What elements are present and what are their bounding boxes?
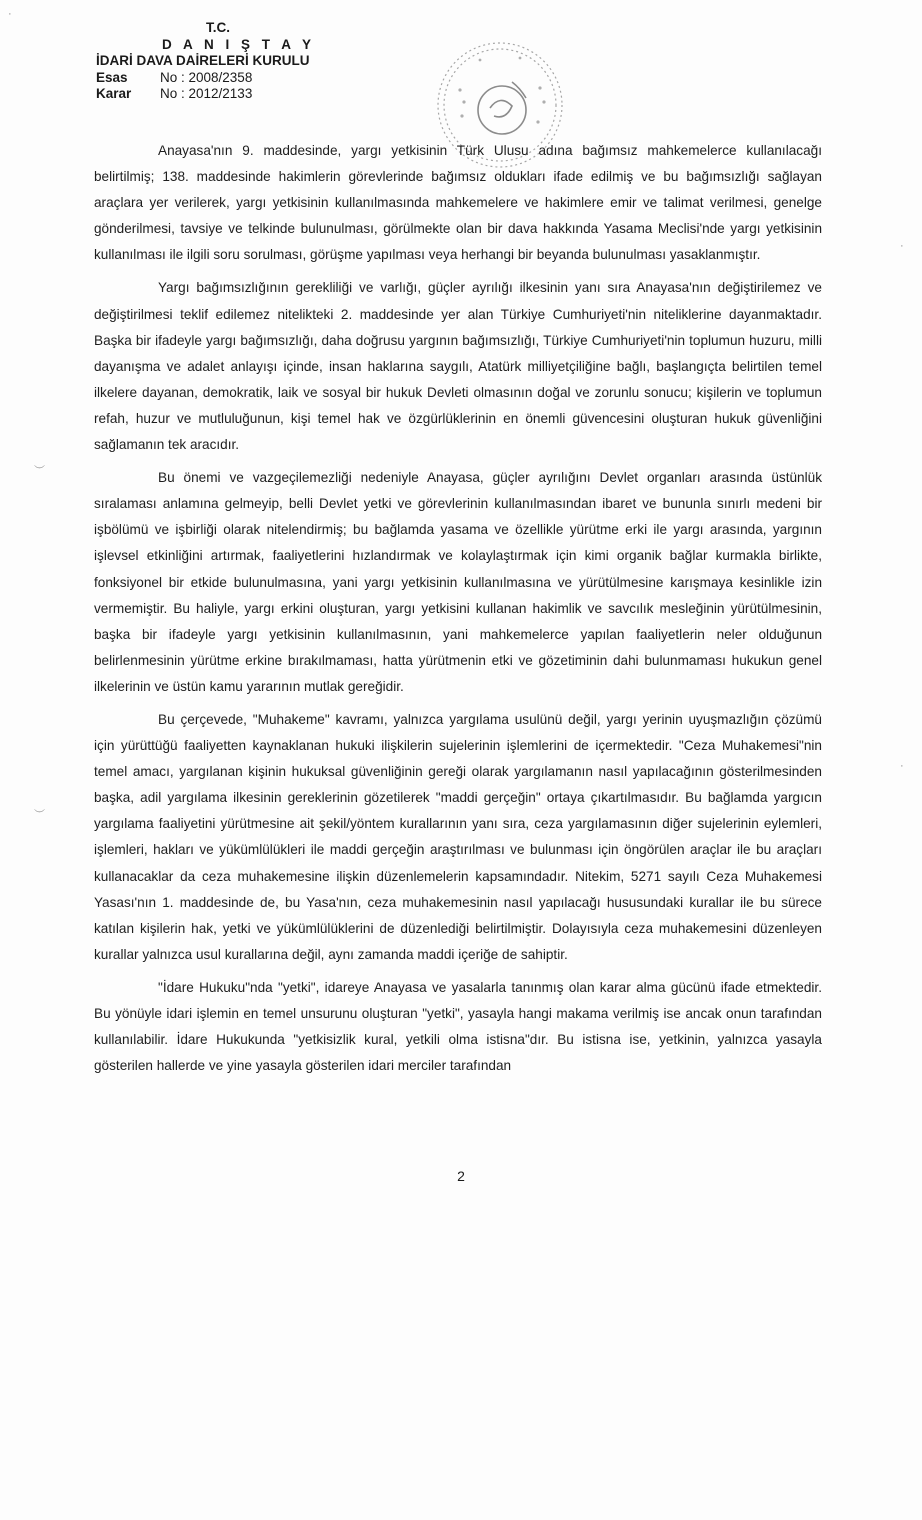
scan-artifact-mark: · [8,8,12,20]
country-heading: T.C. [206,20,231,35]
scan-artifact-mark: ︶ [34,809,45,821]
document-body [94,138,822,1086]
paragraph-4: Bu çerçevede, "Muhakeme" kavramı, yalnızca yargılama usulünü değil, yargı yerinin uyuşmazlığın çözümü için yürüttüğü faaliyetten kaynaklanan hukuki ilişkilerin sujelerinin işlemlerini de içermektedir. "Ceza Muhakemesi"nin temel amacı, yargılanan kişinin hukuksal güvenliğinin gereği olarak yargılamanın nasıl yapılacağının gösterilmesinden başka, adil yargılama ilkesinin gereklerinin gözetilerek "maddi gerçeğin" ortaya çıkartılmasıdır. Bu bağlamda yargıcın yargılama faaliyetini yürütmesine ait şekil/yöntem kurallarının yanı sıra, ceza yargılamasının diğer sujelerinin eylemleri, işlemleri, hakları ve yükümlülükleri ile maddi gerçeğin araştırılması ve bulunması için öngörülen araçlar ile bu araçları kullanacaklar da ceza muhakemesine ilişkin düzenlemelerin kapsamındadır. Nitekim, 5271 sayılı Ceza Muhakemesi Yasası'nın 1. maddesinde de, bu Yasa'nın, ceza muhakemesinin nasıl yapılacağı hususundaki kurallar ile bu sürece katılan kişilerin hak, yetki ve yükümlülüklerini de düzenlediği belirtilmiştir. Dolayısıyla ceza muhakemesini düzenleyen kurallar yalnızca usul kurallarına değil, aynı zamanda maddi içeriğe de sahiptir. [94,711,822,962]
paragraph-5: "İdare Hukuku"nda "yetki", idareye Anayasa ve yasalarla tanınmış olan karar alma gücünü ifade etmektedir. Bu yönüyle idari işlemin en temel unsurunu oluşturan "yetki", yasayla hangi makama verilmiş ise ancak onun tarafından kullanılabilir. İdare Hukukunda "yetkisizlik kural, yetkili olma istisna"dır. Bu istisna ise, yetkinin, yalnızca yasayla gösterilen hallerde ve yine yasayla gösterilen idari merciler tarafından [94,979,822,1074]
scan-artifact-mark: · [900,240,904,252]
scan-artifact-mark: ︶ [34,465,45,477]
scan-artifact-mark: · [900,760,904,772]
esas-row [96,70,315,87]
paragraph-2: Yargı bağımsızlığının gerekliliği ve varlığı, güçler ayrılığı ilkesinin yanı sıra Anayasa'nın değiştirilemez ve değiştirilmesi teklif edilemez nitelikteki 2. maddesinde yer alan Türkiye Cumhuriyeti'nin niteliklerine dayanmaktadır. Başka bir ifadeyle yargı bağımsızlığı, daha doğrusu yargının bağımsızlığı, Türkiye Cumhuriyeti'nin toplumun huzuru, milli dayanışma ve adalet anlayışı içinde, insan haklarına saygılı, Atatürk milliyetçiliğine bağlı, başlangıçta belirtilen temel ilkelere dayanan, demokratik, laik ve sosyal bir hukuk Devleti olmasının doğal ve zorunlu sonucu; kişilerin ve toplumun refah, huzur ve mutluluğunun, kişi temel hak ve özgürlüklerinin en önemli güvencesini oluşturan hukuk güvenliğini sağlamanın tek aracıdır. [94,280,822,453]
document-header [96,20,315,103]
page-number: 2 [457,1168,465,1184]
paragraph-3: Bu önemi ve vazgeçilemezliği nedeniyle Anayasa, güçler ayrılığını Devlet organları arasında üstünlük sıralaması anlamına gelmeyip, belli Devlet yetki ve görevlerinin kullanılmasından ibaret ve bununla sınırlı medeni bir işbölümü ve işbirliği olarak nitelendirmiş; bu bağlamda yasama ve özellikle yürütme erki ile yargı arasında, yargının işlevsel etkinliğini artırmak, faaliyetlerini hızlandırmak ve kolaylaştırmak için kimi organik bağlar kurmakla birlikte, fonksiyonel bir etkide bulunulmasına, yani yargı yetkisinin kullanılmasına ve yürütülmesine karışmaya kesinlikle izin vermemiştir. Bu haliyle, yargı erkini oluşturan, yargı yetkisini kullanan hakimlik ve savcılık mesleğinin yürütülmesinin, başka bir ifadeyle yargı yetkisinin kullanılmasının, yani mahkemelerce yapılan faaliyetlerin neler olduğunun belirlenmesinin yürütme erkine bırakılmaması, hatta yürütmenin etki ve gözetiminin dahi bulunmaması hukukun genel ilkelerinin ve üstün kamu yararının mutlak gereğidir. [94,470,822,694]
karar-label: Karar [96,86,132,101]
esas-value: No : 2008/2358 [160,69,253,85]
institution-heading: D A N I Ş T A Y [162,36,316,52]
karar-row [96,86,315,103]
karar-value: No : 2012/2133 [160,86,253,101]
esas-label: Esas [96,69,128,85]
paragraph-1: Anayasa'nın 9. maddesinde, yargı yetkisinin Türk Ulusu adına bağımsız mahkemelerce kullanılacağı belirtilmiş; 138. maddesinde hakimlerin görevlerinde bağımsız oldukları ifade edilmiş ve bu bağımsızlığı sağlayan araçlara yer verilerek, yargı yetkisinin kullanılmasında mahkemelere ve hakimlere emir ve talimat verilmesi, genelge gönderilmesi, tavsiye ve telkinde bulunulması, görülmekte olan bir dava hakkında Yasama Meclisi'nde yargı yetkisinin kullanılması ile ilgili soru sorulması, görüşme yapılması veya herhangi bir beyanda bulunulması yasaklanmıştır. [94,143,822,263]
board-heading: İDARİ DAVA DAİRELERİ KURULU [96,53,310,68]
